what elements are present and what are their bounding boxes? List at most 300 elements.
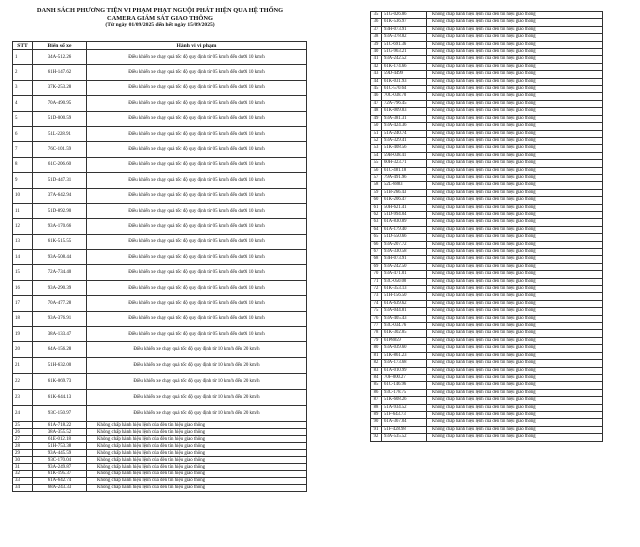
license-plate: 61K-536.97 bbox=[382, 19, 427, 26]
violation-text: Điều khiển xe chạy quá tốc độ quy định từ 05 km/h đến dưới 10 km/h bbox=[87, 173, 307, 188]
violation-text: Không chấp hành hiệu lệnh của đèn tín hiệu giao thông bbox=[427, 241, 603, 248]
row-number: 59 bbox=[371, 189, 382, 196]
license-plate: 50H-621.41 bbox=[382, 204, 427, 211]
license-plate: 61K-515.55 bbox=[33, 234, 87, 249]
violation-text: Điều khiển xe chạy quá tốc độ quy định từ 05 km/h đến dưới 10 km/h bbox=[87, 80, 307, 95]
violation-text: Không chấp hành hiệu lệnh của đèn tín hiệu giao thông bbox=[427, 174, 603, 181]
license-plate: 93A-249.87 bbox=[33, 464, 87, 471]
row-number: 60 bbox=[371, 197, 382, 204]
license-plate: 93A-039.60 bbox=[382, 345, 427, 352]
violation-text: Không chấp hành hiệu lệnh của đèn tín hiệu giao thông bbox=[427, 71, 603, 78]
table-row bbox=[371, 374, 603, 381]
violation-text: Không chấp hành hiệu lệnh của đèn tín hiệu giao thông bbox=[427, 271, 603, 278]
violation-text: Không chấp hành hiệu lệnh của đèn tín hiệu giao thông bbox=[427, 56, 603, 63]
license-plate: 70A-490.95 bbox=[33, 96, 87, 111]
license-plate: 61K-195.37 bbox=[33, 470, 87, 477]
row-number: 27 bbox=[13, 436, 33, 443]
license-plate: 59B-038.41 bbox=[382, 152, 427, 159]
row-number: 13 bbox=[13, 234, 33, 249]
row-number: 54 bbox=[371, 152, 382, 159]
violation-text: Không chấp hành hiệu lệnh của đèn tín hiệu giao thông bbox=[427, 360, 603, 367]
violations-table-left bbox=[12, 41, 307, 492]
violation-text: Điều khiển xe chạy quá tốc độ quy định từ 10 km/h đến 20 km/h bbox=[87, 374, 307, 390]
row-number: 18 bbox=[13, 311, 33, 326]
license-plate: 61K-353.13 bbox=[382, 286, 427, 293]
row-number: 23 bbox=[13, 390, 33, 406]
violation-text: Điều khiển xe chạy quá tốc độ quy định từ 10 km/h đến 20 km/h bbox=[87, 390, 307, 406]
row-number: 44 bbox=[371, 78, 382, 85]
violation-text: Điều khiển xe chạy quá tốc độ quy định từ 05 km/h đến dưới 10 km/h bbox=[87, 65, 307, 80]
table-row bbox=[371, 419, 603, 426]
header-violation: Hành vi vi phạm bbox=[87, 42, 307, 50]
violation-text: Không chấp hành hiệu lệnh của đèn tín hiệu giao thông bbox=[427, 49, 603, 56]
row-number: 46 bbox=[371, 93, 382, 100]
license-plate: 61P8859 bbox=[382, 337, 427, 344]
violation-text: Không chấp hành hiệu lệnh của đèn tín hiệu giao thông bbox=[427, 308, 603, 315]
table-header-row bbox=[13, 42, 307, 50]
license-plate: 61C-481.18 bbox=[382, 167, 427, 174]
violation-text: Không chấp hành hiệu lệnh của đèn tín hiệu giao thông bbox=[427, 204, 603, 211]
date-range-subtitle: (Từ ngày 01/09/2025 đến hết ngày 15/09/2025) bbox=[105, 22, 215, 29]
table-row bbox=[371, 71, 603, 78]
table-row bbox=[13, 464, 307, 471]
row-number: 48 bbox=[371, 108, 382, 115]
license-plate: 51D-000.59 bbox=[33, 111, 87, 126]
table-row bbox=[371, 160, 603, 167]
license-plate: 61A-639.62 bbox=[382, 300, 427, 307]
row-number: 25 bbox=[13, 422, 33, 429]
violation-text: Không chấp hành hiệu lệnh của đèn tín hiệu giao thông bbox=[427, 93, 603, 100]
title-line-2: CAMERA GIÁM SÁT GIAO THÔNG bbox=[107, 14, 213, 22]
table-row bbox=[371, 411, 603, 418]
violation-text: Điều khiển xe chạy quá tốc độ quy định từ 05 km/h đến dưới 10 km/h bbox=[87, 142, 307, 157]
table-row bbox=[371, 397, 603, 404]
table-row bbox=[371, 123, 603, 130]
table-row bbox=[13, 296, 307, 311]
row-number: 29 bbox=[13, 450, 33, 457]
row-number: 77 bbox=[371, 323, 382, 330]
violation-text: Không chấp hành hiệu lệnh của đèn tín hiệu giao thông bbox=[427, 219, 603, 226]
table-row bbox=[371, 234, 603, 241]
violation-text: Không chấp hành hiệu lệnh của đèn tín hiệu giao thông bbox=[87, 477, 307, 484]
violation-text: Điều khiển xe chạy quá tốc độ quy định từ 05 km/h đến dưới 10 km/h bbox=[87, 126, 307, 141]
row-number: 58 bbox=[371, 182, 382, 189]
row-number: 26 bbox=[13, 429, 33, 436]
violation-text: Không chấp hành hiệu lệnh của đèn tín hiệu giao thông bbox=[87, 464, 307, 471]
license-plate: 61K-206.47 bbox=[382, 197, 427, 204]
table-row bbox=[371, 137, 603, 144]
row-number: 30 bbox=[13, 457, 33, 464]
violation-text: Không chấp hành hiệu lệnh của đèn tín hiệu giao thông bbox=[427, 345, 603, 352]
license-plate: 93A-290.39 bbox=[33, 280, 87, 295]
row-number: 37 bbox=[371, 26, 382, 33]
table-row bbox=[13, 234, 307, 249]
table-row bbox=[13, 450, 307, 457]
license-plate: 38A-133.47 bbox=[33, 327, 87, 342]
row-number: 49 bbox=[371, 115, 382, 122]
license-plate: 72A-796.45 bbox=[382, 100, 427, 107]
violation-text: Không chấp hành hiệu lệnh của đèn tín hiệu giao thông bbox=[427, 286, 603, 293]
row-number: 80 bbox=[371, 345, 382, 352]
violation-text: Không chấp hành hiệu lệnh của đèn tín hiệu giao thông bbox=[427, 337, 603, 344]
license-plate: 68A-243.33 bbox=[33, 484, 87, 491]
row-number: 12 bbox=[13, 219, 33, 234]
row-number: 45 bbox=[371, 86, 382, 93]
license-plate: 51K-608.26 bbox=[382, 397, 427, 404]
row-number: 67 bbox=[371, 249, 382, 256]
table-row bbox=[371, 100, 603, 107]
violation-text: Không chấp hành hiệu lệnh của đèn tín hiệu giao thông bbox=[427, 382, 603, 389]
row-number: 36 bbox=[371, 19, 382, 26]
table-row bbox=[13, 157, 307, 172]
table-row bbox=[13, 142, 307, 157]
violation-text: Không chấp hành hiệu lệnh của đèn tín hiệu giao thông bbox=[427, 100, 603, 107]
row-number: 90 bbox=[371, 419, 382, 426]
table-row bbox=[371, 323, 603, 330]
table-row bbox=[371, 426, 603, 433]
violation-text: Không chấp hành hiệu lệnh của đèn tín hiệu giao thông bbox=[427, 211, 603, 218]
row-number: 7 bbox=[13, 142, 33, 157]
row-number: 83 bbox=[371, 367, 382, 374]
table-row bbox=[371, 367, 603, 374]
table-row bbox=[371, 197, 603, 204]
table-row bbox=[371, 293, 603, 300]
row-number: 92 bbox=[371, 434, 382, 441]
violation-text: Không chấp hành hiệu lệnh của đèn tín hiệu giao thông bbox=[87, 443, 307, 450]
license-plate: 61K-031.93 bbox=[382, 78, 427, 85]
table-row bbox=[371, 26, 603, 33]
table-row bbox=[371, 152, 603, 159]
violation-text: Không chấp hành hiệu lệnh của đèn tín hiệu giao thông bbox=[427, 256, 603, 263]
violation-text: Điều khiển xe chạy quá tốc độ quy định từ 10 km/h đến 20 km/h bbox=[87, 406, 307, 422]
license-plate: 93C-034.76 bbox=[382, 323, 427, 330]
row-number: 20 bbox=[13, 342, 33, 358]
license-plate: 61C-146.96 bbox=[382, 382, 427, 389]
row-number: 78 bbox=[371, 330, 382, 337]
license-plate: 51C-691.36 bbox=[382, 41, 427, 48]
license-plate: 93H-073.91 bbox=[382, 256, 427, 263]
table-row bbox=[13, 250, 307, 265]
table-row bbox=[371, 182, 603, 189]
row-number: 64 bbox=[371, 226, 382, 233]
row-number: 75 bbox=[371, 308, 382, 315]
violation-text: Không chấp hành hiệu lệnh của đèn tín hiệu giao thông bbox=[87, 429, 307, 436]
violation-text: Không chấp hành hiệu lệnh của đèn tín hiệu giao thông bbox=[427, 249, 603, 256]
table-row bbox=[371, 300, 603, 307]
title-line-1: DANH SÁCH PHƯƠNG TIỆN VI PHẠM PHẠT NGUỘI PHÁT HIỆN QUA HỆ THỐNG bbox=[36, 7, 284, 14]
license-plate: 61H-147.62 bbox=[33, 65, 87, 80]
violation-text: Điều khiển xe chạy quá tốc độ quy định từ 05 km/h đến dưới 10 km/h bbox=[87, 280, 307, 295]
table-row bbox=[371, 389, 603, 396]
table-row bbox=[371, 278, 603, 285]
header-plate: Biển số xe bbox=[33, 42, 87, 50]
row-number: 73 bbox=[371, 293, 382, 300]
table-row bbox=[371, 189, 603, 196]
violation-text: Điều khiển xe chạy quá tốc độ quy định từ 05 km/h đến dưới 10 km/h bbox=[87, 296, 307, 311]
row-number: 70 bbox=[371, 271, 382, 278]
table-row bbox=[371, 241, 603, 248]
violation-text: Không chấp hành hiệu lệnh của đèn tín hiệu giao thông bbox=[427, 182, 603, 189]
row-number: 9 bbox=[13, 173, 33, 188]
license-plate: 64A-156.28 bbox=[33, 342, 87, 358]
violation-text: Không chấp hành hiệu lệnh của đèn tín hiệu giao thông bbox=[87, 436, 307, 443]
document-title bbox=[12, 7, 308, 30]
row-number: 39 bbox=[371, 41, 382, 48]
table-row bbox=[371, 271, 603, 278]
violation-text: Không chấp hành hiệu lệnh của đèn tín hiệu giao thông bbox=[427, 300, 603, 307]
row-number: 87 bbox=[371, 397, 382, 404]
table-row bbox=[13, 188, 307, 203]
license-plate: 34A-512.26 bbox=[33, 50, 87, 65]
table-row bbox=[371, 308, 603, 315]
license-plate: 79A-491.96 bbox=[382, 174, 427, 181]
row-number: 5 bbox=[13, 111, 33, 126]
license-plate: 61K-174.66 bbox=[382, 63, 427, 70]
row-number: 68 bbox=[371, 256, 382, 263]
table-row bbox=[13, 429, 307, 436]
table-row bbox=[13, 65, 307, 80]
violation-text: Điều khiển xe chạy quá tốc độ quy định từ 10 km/h đến 20 km/h bbox=[87, 342, 307, 358]
violation-text: Không chấp hành hiệu lệnh của đèn tín hiệu giao thông bbox=[427, 41, 603, 48]
violation-text: Không chấp hành hiệu lệnh của đèn tín hiệu giao thông bbox=[427, 419, 603, 426]
violation-text: Không chấp hành hiệu lệnh của đèn tín hiệu giao thông bbox=[87, 470, 307, 477]
violation-text: Điều khiển xe chạy quá tốc độ quy định từ 10 km/h đến 20 km/h bbox=[87, 358, 307, 374]
table-row bbox=[371, 404, 603, 411]
violation-text: Điều khiển xe chạy quá tốc độ quy định từ 05 km/h đến dưới 10 km/h bbox=[87, 234, 307, 249]
row-number: 6 bbox=[13, 126, 33, 141]
row-number: 17 bbox=[13, 296, 33, 311]
table-row bbox=[371, 211, 603, 218]
violation-text: Không chấp hành hiệu lệnh của đèn tín hiệu giao thông bbox=[427, 137, 603, 144]
row-number: 91 bbox=[371, 426, 382, 433]
row-number: 40 bbox=[371, 49, 382, 56]
violation-text: Điều khiển xe chạy quá tốc độ quy định từ 05 km/h đến dưới 10 km/h bbox=[87, 311, 307, 326]
license-plate: 93A-330.58 bbox=[382, 249, 427, 256]
license-plate: 93A-381.31 bbox=[382, 115, 427, 122]
table-row bbox=[371, 219, 603, 226]
violation-text: Không chấp hành hiệu lệnh của đèn tín hiệu giao thông bbox=[427, 108, 603, 115]
table-row bbox=[371, 352, 603, 359]
row-number: 21 bbox=[13, 358, 33, 374]
row-number: 1 bbox=[13, 50, 33, 65]
violation-text: Không chấp hành hiệu lệnh của đèn tín hiệu giao thông bbox=[427, 152, 603, 159]
table-row bbox=[13, 457, 307, 464]
table-row bbox=[371, 41, 603, 48]
table-row bbox=[371, 286, 603, 293]
table-row bbox=[371, 34, 603, 41]
table-row bbox=[13, 484, 307, 491]
table-row bbox=[371, 345, 603, 352]
license-plate: 70F-000.27 bbox=[382, 374, 427, 381]
violation-text: Không chấp hành hiệu lệnh của đèn tín hiệu giao thông bbox=[427, 26, 603, 33]
license-plate: 51L-228.91 bbox=[33, 126, 87, 141]
license-plate: 93A-242.50 bbox=[382, 263, 427, 270]
row-number: 33 bbox=[13, 477, 33, 484]
row-number: 15 bbox=[13, 265, 33, 280]
row-number: 89 bbox=[371, 411, 382, 418]
violation-text: Không chấp hành hiệu lệnh của đèn tín hiệu giao thông bbox=[427, 404, 603, 411]
table-row bbox=[371, 382, 603, 389]
violation-text: Không chấp hành hiệu lệnh của đèn tín hiệu giao thông bbox=[87, 457, 307, 464]
row-number: 72 bbox=[371, 286, 382, 293]
table-row bbox=[13, 96, 307, 111]
table-row bbox=[13, 173, 307, 188]
table-row bbox=[371, 226, 603, 233]
row-number: 69 bbox=[371, 263, 382, 270]
row-number: 41 bbox=[371, 56, 382, 63]
license-plate: 93A-044.81 bbox=[382, 308, 427, 315]
license-plate: 93A-445.59 bbox=[33, 450, 87, 457]
row-number: 43 bbox=[371, 71, 382, 78]
license-plate: 37K-253.28 bbox=[33, 80, 87, 95]
row-number: 51 bbox=[371, 130, 382, 137]
license-plate: 51G-963.21 bbox=[382, 49, 427, 56]
license-plate: 61E-012.18 bbox=[33, 436, 87, 443]
violation-text: Không chấp hành hiệu lệnh của đèn tín hiệu giao thông bbox=[427, 189, 603, 196]
row-number: 55 bbox=[371, 160, 382, 167]
row-number: 42 bbox=[371, 63, 382, 70]
row-number: 82 bbox=[371, 360, 382, 367]
table-row bbox=[13, 436, 307, 443]
row-number: 53 bbox=[371, 145, 382, 152]
license-plate: 61A-718.22 bbox=[33, 422, 87, 429]
table-row bbox=[371, 360, 603, 367]
license-plate: 61A-367.04 bbox=[382, 419, 427, 426]
violation-text: Không chấp hành hiệu lệnh của đèn tín hiệu giao thông bbox=[427, 330, 603, 337]
table-row bbox=[371, 174, 603, 181]
violation-text: Không chấp hành hiệu lệnh của đèn tín hiệu giao thông bbox=[427, 78, 603, 85]
license-plate: 93A-329.41 bbox=[382, 137, 427, 144]
violation-text: Không chấp hành hiệu lệnh của đèn tín hiệu giao thông bbox=[427, 12, 603, 19]
license-plate: 51H-632.00 bbox=[33, 358, 87, 374]
row-number: 63 bbox=[371, 219, 382, 226]
violation-text: Không chấp hành hiệu lệnh của đèn tín hiệu giao thông bbox=[427, 130, 603, 137]
license-plate: 51D-994.04 bbox=[382, 211, 427, 218]
violation-text: Không chấp hành hiệu lệnh của đèn tín hiệu giao thông bbox=[427, 115, 603, 122]
license-plate: 51A-934.52 bbox=[382, 404, 427, 411]
table-row bbox=[371, 86, 603, 93]
table-row bbox=[13, 406, 307, 422]
table-row bbox=[371, 56, 603, 63]
table-row bbox=[371, 249, 603, 256]
row-number: 47 bbox=[371, 100, 382, 107]
row-number: 11 bbox=[13, 203, 33, 218]
row-number: 74 bbox=[371, 300, 382, 307]
table-row bbox=[371, 12, 603, 19]
license-plate: 70A-477.28 bbox=[33, 296, 87, 311]
violation-text: Không chấp hành hiệu lệnh của đèn tín hiệu giao thông bbox=[427, 389, 603, 396]
license-plate: 93A-173.68 bbox=[382, 360, 427, 367]
license-plate: 93A-405.43 bbox=[382, 315, 427, 322]
table-row bbox=[13, 311, 307, 326]
table-row bbox=[13, 374, 307, 390]
table-row bbox=[13, 50, 307, 65]
table-row bbox=[371, 93, 603, 100]
violation-text: Điều khiển xe chạy quá tốc độ quy định từ 05 km/h đến dưới 10 km/h bbox=[87, 50, 307, 65]
license-plate: 61C-570.64 bbox=[382, 86, 427, 93]
license-plate: 38A-355.52 bbox=[33, 429, 87, 436]
violation-text: Không chấp hành hiệu lệnh của đèn tín hiệu giao thông bbox=[427, 434, 603, 441]
license-plate: 93H-073.91 bbox=[382, 26, 427, 33]
license-plate: 51K-861.23 bbox=[382, 352, 427, 359]
table-row bbox=[371, 78, 603, 85]
row-number: 81 bbox=[371, 352, 382, 359]
table-row bbox=[371, 337, 603, 344]
violation-text: Không chấp hành hiệu lệnh của đèn tín hiệu giao thông bbox=[427, 197, 603, 204]
violation-text: Không chấp hành hiệu lệnh của đèn tín hiệu giao thông bbox=[427, 315, 603, 322]
violation-text: Điều khiển xe chạy quá tốc độ quy định từ 05 km/h đến dưới 10 km/h bbox=[87, 96, 307, 111]
violation-text: Không chấp hành hiệu lệnh của đèn tín hiệu giao thông bbox=[427, 374, 603, 381]
license-plate: 93A-242.52 bbox=[382, 56, 427, 63]
license-plate: 93C-050.00 bbox=[382, 278, 427, 285]
license-plate: 93C-150.97 bbox=[33, 406, 87, 422]
license-plate: 51D-550.66 bbox=[382, 234, 427, 241]
row-number: 34 bbox=[13, 484, 33, 491]
table-row bbox=[371, 204, 603, 211]
violation-text: Không chấp hành hiệu lệnh của đèn tín hiệu giao thông bbox=[87, 450, 307, 457]
table-row bbox=[13, 390, 307, 406]
row-number: 50 bbox=[371, 123, 382, 130]
row-number: 84 bbox=[371, 374, 382, 381]
violation-text: Không chấp hành hiệu lệnh của đèn tín hiệu giao thông bbox=[427, 63, 603, 70]
violation-text: Điều khiển xe chạy quá tốc độ quy định từ 05 km/h đến dưới 10 km/h bbox=[87, 111, 307, 126]
row-number: 22 bbox=[13, 374, 33, 390]
table-row bbox=[371, 130, 603, 137]
license-plate: 61A-830.89 bbox=[382, 219, 427, 226]
violation-text: Điều khiển xe chạy quá tốc độ quy định từ 05 km/h đến dưới 10 km/h bbox=[87, 157, 307, 172]
violation-text: Điều khiển xe chạy quá tốc độ quy định từ 05 km/h đến dưới 10 km/h bbox=[87, 265, 307, 280]
violation-text: Điều khiển xe chạy quá tốc độ quy định từ 05 km/h đến dưới 10 km/h bbox=[87, 188, 307, 203]
row-number: 31 bbox=[13, 464, 33, 471]
row-number: 61 bbox=[371, 204, 382, 211]
license-plate: 51K-408.56 bbox=[382, 145, 427, 152]
table-row bbox=[371, 49, 603, 56]
license-plate: 72A-734.40 bbox=[33, 265, 87, 280]
violation-text: Không chấp hành hiệu lệnh của đèn tín hiệu giao thông bbox=[427, 293, 603, 300]
violation-text: Điều khiển xe chạy quá tốc độ quy định từ 05 km/h đến dưới 10 km/h bbox=[87, 250, 307, 265]
table-row bbox=[371, 330, 603, 337]
row-number: 66 bbox=[371, 241, 382, 248]
row-number: 24 bbox=[13, 406, 33, 422]
row-number: 35 bbox=[371, 12, 382, 19]
row-number: 16 bbox=[13, 280, 33, 295]
violation-text: Không chấp hành hiệu lệnh của đèn tín hiệu giao thông bbox=[427, 411, 603, 418]
table-row bbox=[13, 477, 307, 484]
license-plate: 61K-069.73 bbox=[33, 374, 87, 390]
table-row bbox=[371, 167, 603, 174]
violation-text: Không chấp hành hiệu lệnh của đèn tín hiệu giao thông bbox=[427, 160, 603, 167]
row-number: 4 bbox=[13, 96, 33, 111]
license-plate: 61A-010.99 bbox=[382, 367, 427, 374]
table-row bbox=[13, 219, 307, 234]
row-number: 52 bbox=[371, 137, 382, 144]
table-row bbox=[371, 115, 603, 122]
license-plate: 61C-206.60 bbox=[33, 157, 87, 172]
license-plate: 51D-892.90 bbox=[33, 203, 87, 218]
license-plate: 51H-156.50 bbox=[382, 293, 427, 300]
row-number: 38 bbox=[371, 34, 382, 41]
row-number: 3 bbox=[13, 80, 33, 95]
license-plate: 76C-101.59 bbox=[33, 142, 87, 157]
row-number: 88 bbox=[371, 404, 382, 411]
row-number: 85 bbox=[371, 382, 382, 389]
violation-text: Không chấp hành hiệu lệnh của đèn tín hiệu giao thông bbox=[87, 422, 307, 429]
table-row bbox=[13, 358, 307, 374]
license-plate: 61A-642.74 bbox=[33, 477, 87, 484]
header-stt: STT bbox=[13, 42, 33, 50]
row-number: 62 bbox=[371, 211, 382, 218]
table-row bbox=[371, 263, 603, 270]
